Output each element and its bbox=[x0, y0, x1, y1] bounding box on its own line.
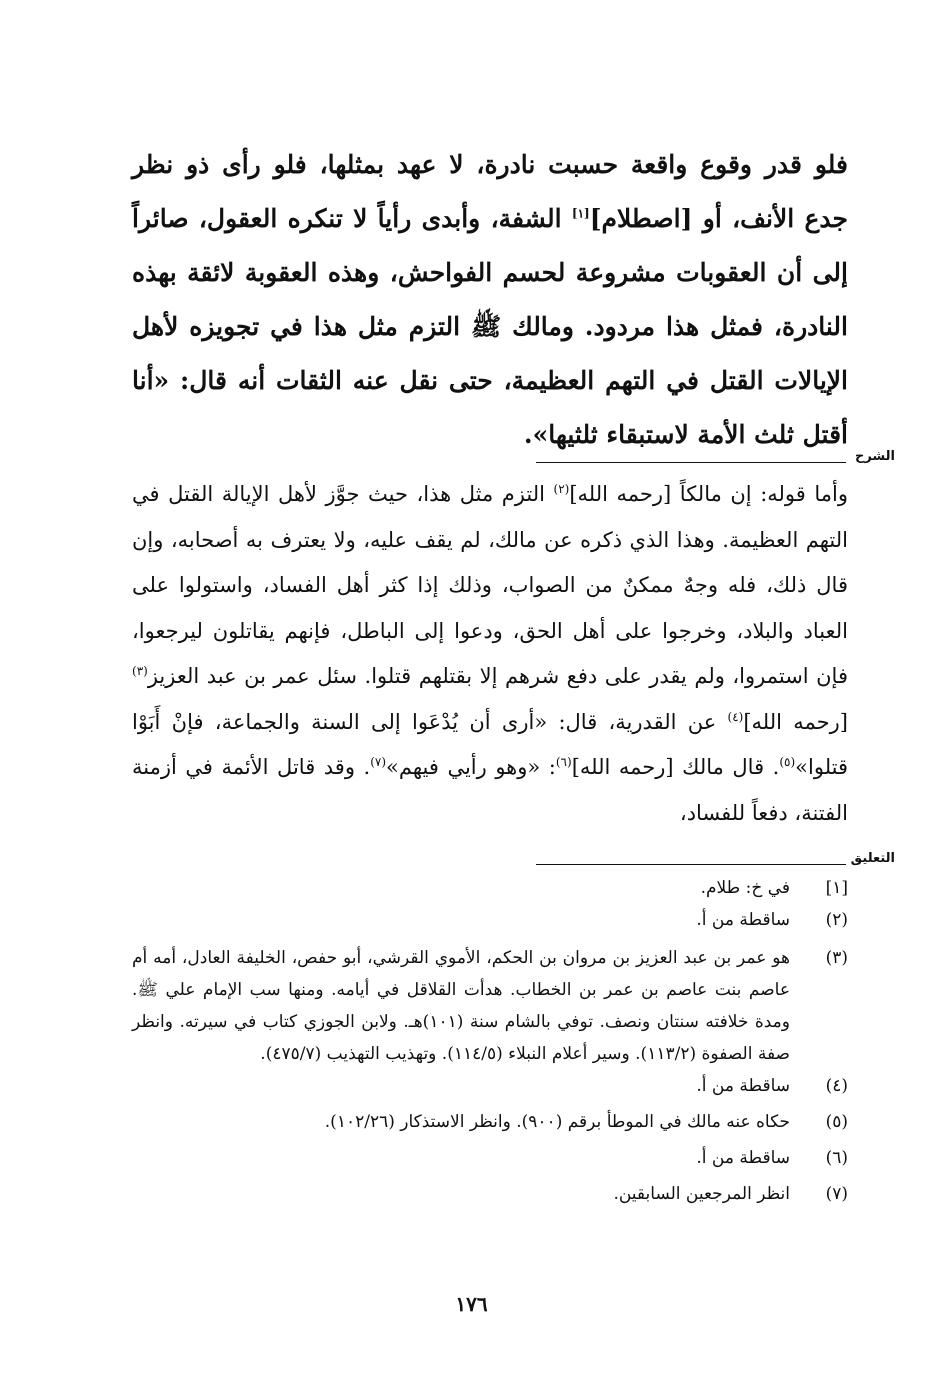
commentary-part-7: . وقد قاتل الأئمة في أزمنة الفتنة، دفعاً للفساد، bbox=[132, 755, 848, 825]
footnote-number: (٢) bbox=[825, 910, 848, 930]
footnote-text: ساقطة من أ. bbox=[696, 1148, 790, 1168]
commentary-part-2: التزم مثل هذا، حيث جوَّز لأهل الإيالة القتل في التهم العظيمة. وهذا الذي ذكره عن مالك، لم يقف عليه، ولا يعترف به أصحابه، وإن قال ذلك، فله وجهٌ ممكنٌ من الصواب، وذلك إذا كثر أهل الفساد، واستولوا على العباد والبلاد، وخرجوا على أهل الحق، ودعوا إلى الباطل، فإنهم يقاتلون ليرجعوا، فإن استمروا، ولم يقدر على دفع شرهم إلا بقتلهم قتلوا. سئل عمر بن عبد العزيز bbox=[132, 482, 848, 688]
notes-label: التعليق bbox=[850, 851, 895, 866]
commentary-part-6: : «وهو رأيي فيهم» bbox=[386, 755, 556, 779]
commentary-label: الشرح bbox=[854, 449, 895, 464]
commentary-separator bbox=[536, 462, 846, 463]
commentary-text bbox=[132, 472, 848, 836]
main-paragraph-cont: الشفة، وأبدى رأياً لا تنكره العقول، صائراً إلى أن العقوبات مشروعة لحسم الفواحش، وهذه العقوبة لائقة بهذه النادرة، فمثل هذا مردود. ومالك ﷺ التزم مثل هذا في تجويزه لأهل الإيالات القتل في التهم العظيمة، حتى نقل عنه الثقات أنه قال: «أنا أقتل ثلث الأمة لاستبقاء ثلثيها». bbox=[132, 204, 848, 449]
commentary-part-1: وأما قوله: إن مالكاً [رحمه الله] bbox=[569, 482, 848, 506]
commentary-part-5: . قال مالك [رحمه الله] bbox=[571, 755, 780, 779]
footnote-number: (٧) bbox=[825, 1184, 848, 1204]
footnote-item bbox=[132, 1178, 848, 1210]
footnote-number: [١] bbox=[825, 878, 848, 898]
footnote-text: هو عمر بن عبد العزيز بن مروان بن الحكم، الأموي القرشي، أبو حفص، الخليفة العادل، أمه أم عاصم بنت عاصم بن عمر بن الخطاب. هدأت القلاقل في أيامه. ومنها سب الإمام علي ﷺ. ومدة خلافته سنتان ونصف. توفي بالشام سنة (١٠١)هـ. ولابن الجوزي كتاب في سيرته. وانظر صفة الصفوة (١١٣/٢). وسير أعلام النبلاء (١١٤/٥). وتهذيب التهذيب (٤٧٥/٧). bbox=[132, 948, 790, 1064]
commentary-ref-6: (٦) bbox=[555, 755, 572, 769]
footnote-text: انظر المرجعين السابقين. bbox=[613, 1184, 790, 1204]
footnotes bbox=[132, 872, 848, 1210]
footnote-item bbox=[132, 872, 848, 904]
commentary-part-3: [رحمه الله] bbox=[743, 709, 848, 734]
commentary-ref-2: (٢) bbox=[553, 482, 570, 496]
note-ref-1: [١] bbox=[571, 206, 590, 221]
page-number: ١٧٦ bbox=[455, 1292, 488, 1316]
commentary-ref-7: (٧) bbox=[370, 755, 387, 769]
commentary-ref-4: (٤) bbox=[727, 709, 744, 724]
footnote-number: (٦) bbox=[825, 1148, 848, 1168]
footnote-text: ساقطة من أ. bbox=[696, 1076, 790, 1096]
main-text bbox=[132, 138, 848, 462]
commentary-ref-3: (٣) bbox=[132, 664, 148, 678]
footnote-number: (٥) bbox=[825, 1112, 848, 1132]
footnote-item bbox=[132, 904, 848, 936]
footnote-item bbox=[132, 1106, 848, 1138]
footnote-item bbox=[132, 1142, 848, 1174]
footnote-text: حكاه عنه مالك في الموطأ برقم (٩٠٠). وانظر الاستذكار (١٠٢/٢٦). bbox=[324, 1112, 790, 1132]
footnote-number: (٣) bbox=[825, 948, 848, 968]
footnote-item bbox=[132, 1070, 848, 1102]
commentary-ref-5: (٥) bbox=[779, 755, 796, 769]
main-paragraph: فلو قدر وقوع واقعة حسبت نادرة، لا عهد بمثلها، فلو رأى ذو نظر جدع الأنف، أو [اصطلام] bbox=[132, 150, 849, 233]
commentary-part-4: عن القدرية، قال: «أرى أن يُدْعَوا إلى السنة والجماعة، فإنْ أَبَوْا قتلوا» bbox=[132, 709, 849, 779]
footnote-text: ساقطة من أ. bbox=[696, 910, 790, 930]
footnote-number: (٤) bbox=[825, 1076, 848, 1096]
footnote-item bbox=[132, 942, 848, 1070]
notes-separator bbox=[536, 864, 846, 865]
footnote-text: في خ: طلام. bbox=[700, 878, 790, 898]
